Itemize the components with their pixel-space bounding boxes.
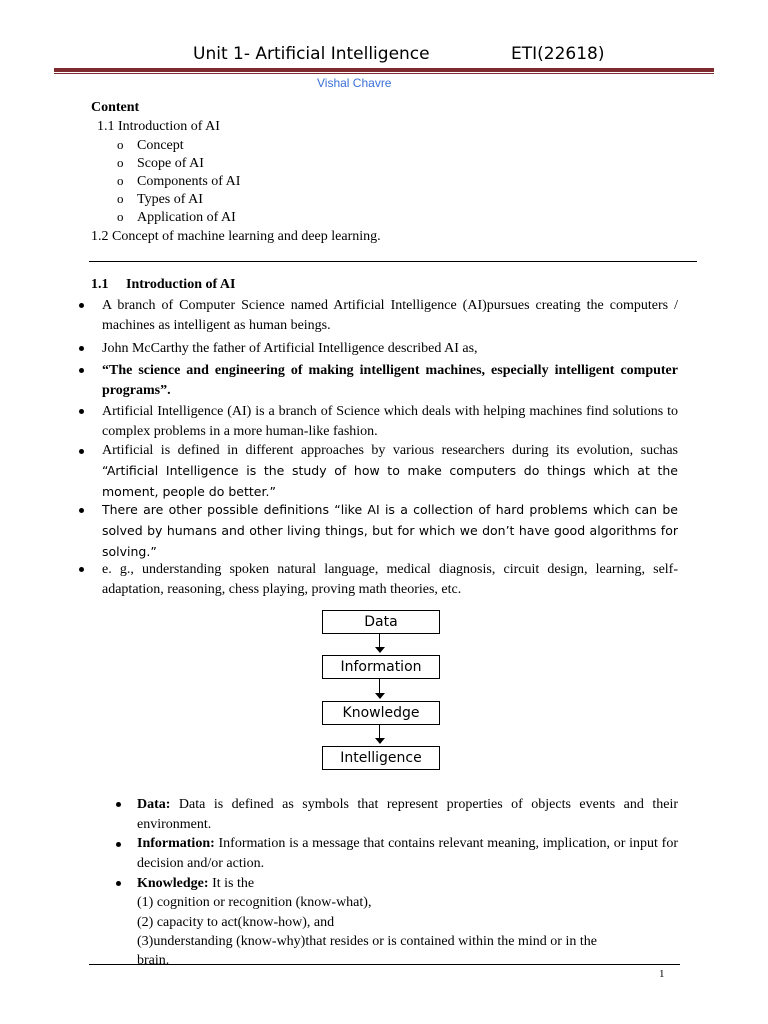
definition-data-text: Data is defined as symbols that represent properties of objects events and their environment. (137, 797, 678, 832)
intro-bullet (102, 441, 678, 503)
knowledge-line: (1) cognition or recognition (know-what), (137, 895, 372, 910)
mccarthy-quote: “The science and engineering of making intelligent machines, especially intelligent computer programs”. (102, 363, 678, 398)
knowledge-line: (3)understanding (know-why)that resides or is contained within the mind or in the (137, 934, 597, 949)
page-number: 1 (659, 968, 665, 980)
toc-item: Application of AI (137, 210, 236, 225)
toc-item: Types of AI (137, 192, 203, 207)
bullet-icon (79, 409, 84, 414)
bullet-icon (116, 881, 121, 886)
bullet-icon (79, 346, 84, 351)
bullet-icon (79, 449, 84, 454)
arrow-down-icon (375, 647, 385, 653)
flow-arrow (379, 679, 380, 694)
definition-information-text: Information is a message that contains relevant meaning, implication, or input for decision and/or action. (137, 836, 678, 871)
intro-bullet-text: Artificial is defined in different approaches by various researchers during its evolution, suchas (102, 443, 678, 458)
term-information: Information: (137, 836, 215, 851)
toc-bullet-icon: o (117, 137, 124, 152)
toc-item: Concept (137, 138, 184, 153)
flow-box-information: Information (322, 655, 440, 679)
knowledge-line: brain. (137, 953, 170, 964)
bullet-icon (79, 368, 84, 373)
toc-item: Scope of AI (137, 156, 204, 171)
intro-bullet: John McCarthy the father of Artificial Intelligence described AI as, (102, 341, 478, 356)
flow-arrow (379, 725, 380, 739)
toc-bullet-icon: o (117, 191, 124, 206)
page-header (0, 44, 768, 70)
definition-knowledge (137, 874, 678, 894)
section-title: Introduction of AI (126, 277, 236, 292)
flow-arrow (379, 634, 380, 648)
bullet-icon (116, 802, 121, 807)
term-data: Data: (137, 797, 171, 812)
intro-quote: “Artificial Intelligence is the study of how to make computers do things which at the moment, people do better.” (102, 463, 678, 499)
content-heading: Content (91, 100, 140, 115)
toc-item: Components of AI (137, 174, 241, 189)
flow-box-knowledge: Knowledge (322, 701, 440, 725)
flow-box-data: Data (322, 610, 440, 634)
section-number: 1.1 (91, 277, 109, 292)
bullet-icon (79, 508, 84, 513)
arrow-down-icon (375, 738, 385, 744)
unit-title: Unit 1- Artificial Intelligence (193, 44, 430, 64)
author-name: Vishal Chavre (317, 76, 392, 90)
section-divider (89, 261, 697, 262)
knowledge-line: (2) capacity to act(know-how), and (137, 915, 335, 930)
term-knowledge: Knowledge: (137, 876, 209, 891)
toc-bullet-icon: o (117, 209, 124, 224)
bullet-icon (116, 842, 121, 847)
intro-bullet: A branch of Computer Science named Artificial Intelligence (AI)pursues creating the computers / machines as intelligent as human beings. (102, 298, 678, 333)
definition-data (137, 795, 678, 835)
bullet-icon (79, 567, 84, 572)
course-code: ETI(22618) (511, 44, 605, 64)
intro-bullet: e. g., understanding spoken natural language, medical diagnosis, circuit design, learning, self-adaptation, reasoning, chess playing, proving math theories, etc. (102, 562, 678, 597)
arrow-down-icon (375, 693, 385, 699)
intro-bullet-text: There are other possible definitions “like AI is a collection of hard problems which can be solved by humans and other living things, but for which we don’t have good algorithms for solving.” (102, 502, 678, 559)
toc-bullet-icon: o (117, 173, 124, 188)
intro-bullet: Artificial Intelligence (AI) is a branch of Science which deals with helping machines find solutions to complex problems in a more human-like fashion. (102, 404, 678, 439)
toc-section-1-1: 1.1 Introduction of AI (97, 119, 220, 134)
bullet-icon (79, 303, 84, 308)
toc-bullet-icon: o (117, 155, 124, 170)
definition-information (137, 834, 678, 874)
intro-bullet (102, 500, 678, 563)
definition-knowledge-text: It is the (208, 876, 255, 891)
footer-rule (89, 964, 680, 965)
toc-section-1-2: 1.2 Concept of machine learning and deep learning. (91, 229, 381, 244)
header-rule (54, 68, 714, 72)
header-rule-thin (54, 73, 714, 74)
flow-box-intelligence: Intelligence (322, 746, 440, 770)
